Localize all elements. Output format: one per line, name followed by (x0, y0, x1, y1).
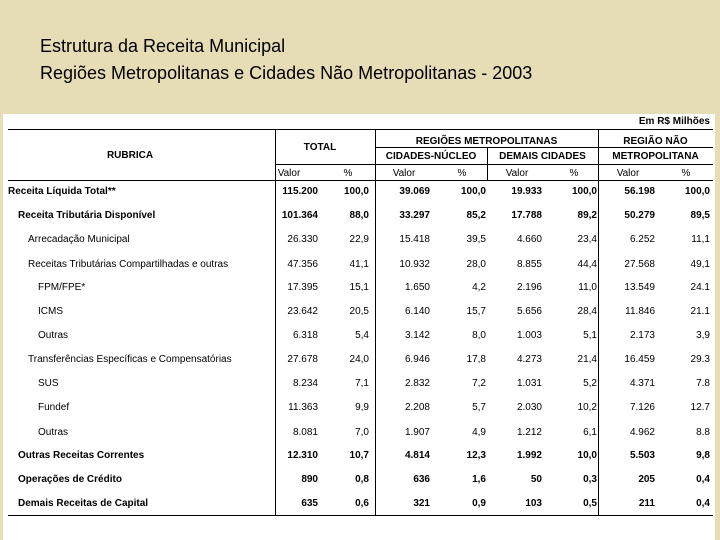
cell-valor: 101.364 (281, 210, 318, 221)
cell-percent: 11,1 (691, 234, 710, 245)
cell-valor: 12.310 (287, 450, 318, 461)
cell-valor: 19.933 (511, 186, 542, 197)
row-label: Demais Receitas de Capital (18, 498, 149, 509)
cell-percent: 7,2 (472, 378, 486, 389)
cell-percent: 8.8 (696, 427, 710, 438)
col-dc-header: DEMAIS CIDADES (499, 151, 586, 162)
cell-valor: 4.371 (629, 378, 655, 389)
row-label: SUS (38, 378, 59, 389)
cell-valor: 5.503 (629, 450, 655, 461)
cell-percent: 49,1 (690, 259, 710, 270)
cell-valor: 27.678 (287, 354, 318, 365)
cell-percent: 28,0 (466, 259, 486, 270)
header-sub-line (275, 164, 713, 165)
cell-valor: 3.142 (404, 330, 430, 341)
slide-title: Estrutura da Receita Municipal (40, 36, 286, 56)
cell-valor: 8.081 (292, 427, 318, 438)
col-rubrica-header: RUBRICA (106, 150, 154, 161)
cell-valor: 8.855 (516, 259, 542, 270)
row-label: Outras (38, 330, 69, 341)
cell-valor: 56.198 (624, 186, 655, 197)
cell-valor: 27.568 (624, 259, 655, 270)
subheader-valor: Valor (505, 168, 529, 179)
cell-valor: 890 (301, 474, 318, 485)
cell-valor: 205 (638, 474, 655, 485)
cell-valor: 6.140 (404, 306, 430, 317)
cell-valor: 635 (301, 498, 318, 509)
cell-valor: 13.549 (624, 282, 655, 293)
table-bottom-line (8, 515, 713, 516)
cell-percent: 8,0 (472, 330, 486, 341)
cell-percent: 85,2 (466, 210, 486, 221)
cell-valor: 1.650 (404, 282, 430, 293)
cell-valor: 2.208 (404, 402, 430, 413)
cell-percent: 9,8 (696, 450, 710, 461)
cell-percent: 1,6 (472, 474, 486, 485)
cell-percent: 7.8 (696, 378, 710, 389)
table-top-line (8, 129, 713, 130)
row-label: Receitas Tributárias Compartilhadas e outras (28, 259, 229, 270)
header-bottom-line (8, 180, 713, 181)
cell-percent: 5,7 (472, 402, 486, 413)
cell-percent: 10,7 (349, 450, 369, 461)
cell-percent: 100,0 (571, 186, 597, 197)
cell-valor: 50 (530, 474, 542, 485)
cell-percent: 7,1 (355, 378, 369, 389)
row-label: Arrecadação Municipal (28, 234, 130, 245)
cell-percent: 100,0 (343, 186, 369, 197)
cell-valor: 1.907 (404, 427, 430, 438)
slide-subtitle: Regiões Metropolitanas e Cidades Não Metropolitanas - 2003 (40, 63, 533, 83)
cell-percent: 21.1 (690, 306, 710, 317)
cell-percent: 24.1 (690, 282, 710, 293)
cell-valor: 17.395 (287, 282, 318, 293)
cell-valor: 4.273 (516, 354, 542, 365)
row-label: Operações de Crédito (18, 474, 122, 485)
cell-percent: 10,0 (577, 450, 597, 461)
cell-valor: 23.642 (287, 306, 318, 317)
cell-percent: 44,4 (577, 259, 597, 270)
cell-percent: 15,1 (349, 282, 369, 293)
cell-percent: 0,9 (472, 498, 486, 509)
cell-valor: 1.992 (516, 450, 542, 461)
cell-percent: 9,9 (355, 402, 369, 413)
row-label: Receita Tributária Disponível (18, 210, 156, 221)
cell-valor: 1.003 (516, 330, 542, 341)
cell-valor: 2.832 (404, 378, 430, 389)
cell-percent: 100,0 (684, 186, 710, 197)
cell-valor: 2.196 (516, 282, 542, 293)
unit-note: Em R$ Milhões (638, 116, 710, 127)
cell-percent: 4,2 (472, 282, 486, 293)
subheader-percent: % (681, 168, 691, 179)
cell-percent: 88,0 (349, 210, 369, 221)
cell-valor: 16.459 (624, 354, 655, 365)
subheader-valor: Valor (277, 168, 301, 179)
row-label: Transferências Específicas e Compensatórias (28, 354, 232, 365)
cell-percent: 5,4 (355, 330, 369, 341)
cell-percent: 22,9 (349, 234, 369, 245)
cell-percent: 7,0 (355, 427, 369, 438)
subheader-percent: % (569, 168, 579, 179)
cell-percent: 39,5 (466, 234, 486, 245)
col-rm-header: REGIÕES METROPOLITANAS (415, 136, 558, 147)
col-total-header: TOTAL (303, 142, 337, 153)
col-rn-header-line1: REGIÃO NÃO (623, 136, 688, 147)
cell-percent: 20,5 (349, 306, 369, 317)
cell-valor: 1.031 (516, 378, 542, 389)
cell-percent: 17,8 (466, 354, 486, 365)
cell-percent: 0,6 (355, 498, 369, 509)
col-cn-header: CIDADES-NÚCLEO (385, 151, 477, 162)
cell-valor: 6.252 (629, 234, 655, 245)
subheader-valor: Valor (616, 168, 640, 179)
cell-valor: 6.318 (292, 330, 318, 341)
cell-valor: 4.660 (516, 234, 542, 245)
cell-percent: 0,4 (696, 474, 710, 485)
cell-valor: 115.200 (282, 186, 318, 197)
cell-valor: 11.363 (288, 402, 318, 413)
cell-percent: 89,2 (577, 210, 597, 221)
cell-valor: 4.814 (404, 450, 430, 461)
cell-percent: 0,4 (696, 498, 710, 509)
cell-valor: 39.069 (399, 186, 430, 197)
cell-percent: 23,4 (577, 234, 597, 245)
cell-percent: 28,4 (577, 306, 597, 317)
row-label: Outras (38, 427, 69, 438)
row-label: FPM/FPE* (38, 282, 86, 293)
cell-valor: 11.846 (625, 306, 655, 317)
cell-valor: 103 (525, 498, 542, 509)
row-label: Receita Líquida Total** (8, 186, 116, 197)
row-label: Outras Receitas Correntes (18, 450, 145, 461)
cell-valor: 7.126 (629, 402, 655, 413)
cell-percent: 0,5 (583, 498, 597, 509)
header-mid-line (375, 147, 713, 148)
cell-valor: 4.962 (629, 427, 655, 438)
cell-percent: 5,2 (583, 378, 597, 389)
row-label: ICMS (38, 306, 63, 317)
cell-percent: 11,0 (578, 282, 597, 293)
cell-percent: 24,0 (349, 354, 369, 365)
cell-percent: 29.3 (690, 354, 710, 365)
cell-percent: 0,3 (583, 474, 597, 485)
cell-percent: 5,1 (583, 330, 597, 341)
cell-valor: 47.356 (287, 259, 318, 270)
cell-valor: 50.279 (624, 210, 655, 221)
cell-valor: 33.297 (399, 210, 430, 221)
cell-percent: 89,5 (690, 210, 710, 221)
cell-percent: 3,9 (696, 330, 710, 341)
subheader-percent: % (343, 168, 353, 179)
cell-valor: 2.173 (629, 330, 655, 341)
cell-valor: 17.788 (511, 210, 542, 221)
cell-valor: 15.418 (399, 234, 430, 245)
cell-valor: 26.330 (287, 234, 318, 245)
cell-valor: 211 (638, 498, 655, 509)
cell-percent: 12.7 (690, 402, 710, 413)
cell-percent: 12,3 (466, 450, 486, 461)
cell-percent: 15,7 (466, 306, 486, 317)
cell-percent: 6,1 (583, 427, 597, 438)
subheader-percent: % (457, 168, 467, 179)
cell-valor: 6.946 (404, 354, 430, 365)
cell-percent: 21,4 (577, 354, 597, 365)
cell-percent: 10,2 (577, 402, 597, 413)
cell-percent: 0,8 (355, 474, 369, 485)
cell-percent: 4,9 (472, 427, 486, 438)
row-label: Fundef (38, 402, 70, 413)
cell-percent: 100,0 (460, 186, 486, 197)
cell-valor: 10.932 (399, 259, 430, 270)
subheader-valor: Valor (392, 168, 416, 179)
cell-percent: 41,1 (349, 259, 369, 270)
col-rn-header-line2: METROPOLITANA (612, 151, 699, 162)
cell-valor: 2.030 (516, 402, 542, 413)
cell-valor: 8.234 (292, 378, 318, 389)
cell-valor: 1.212 (516, 427, 542, 438)
cell-valor: 5.656 (516, 306, 542, 317)
cell-valor: 321 (413, 498, 430, 509)
cell-valor: 636 (413, 474, 430, 485)
